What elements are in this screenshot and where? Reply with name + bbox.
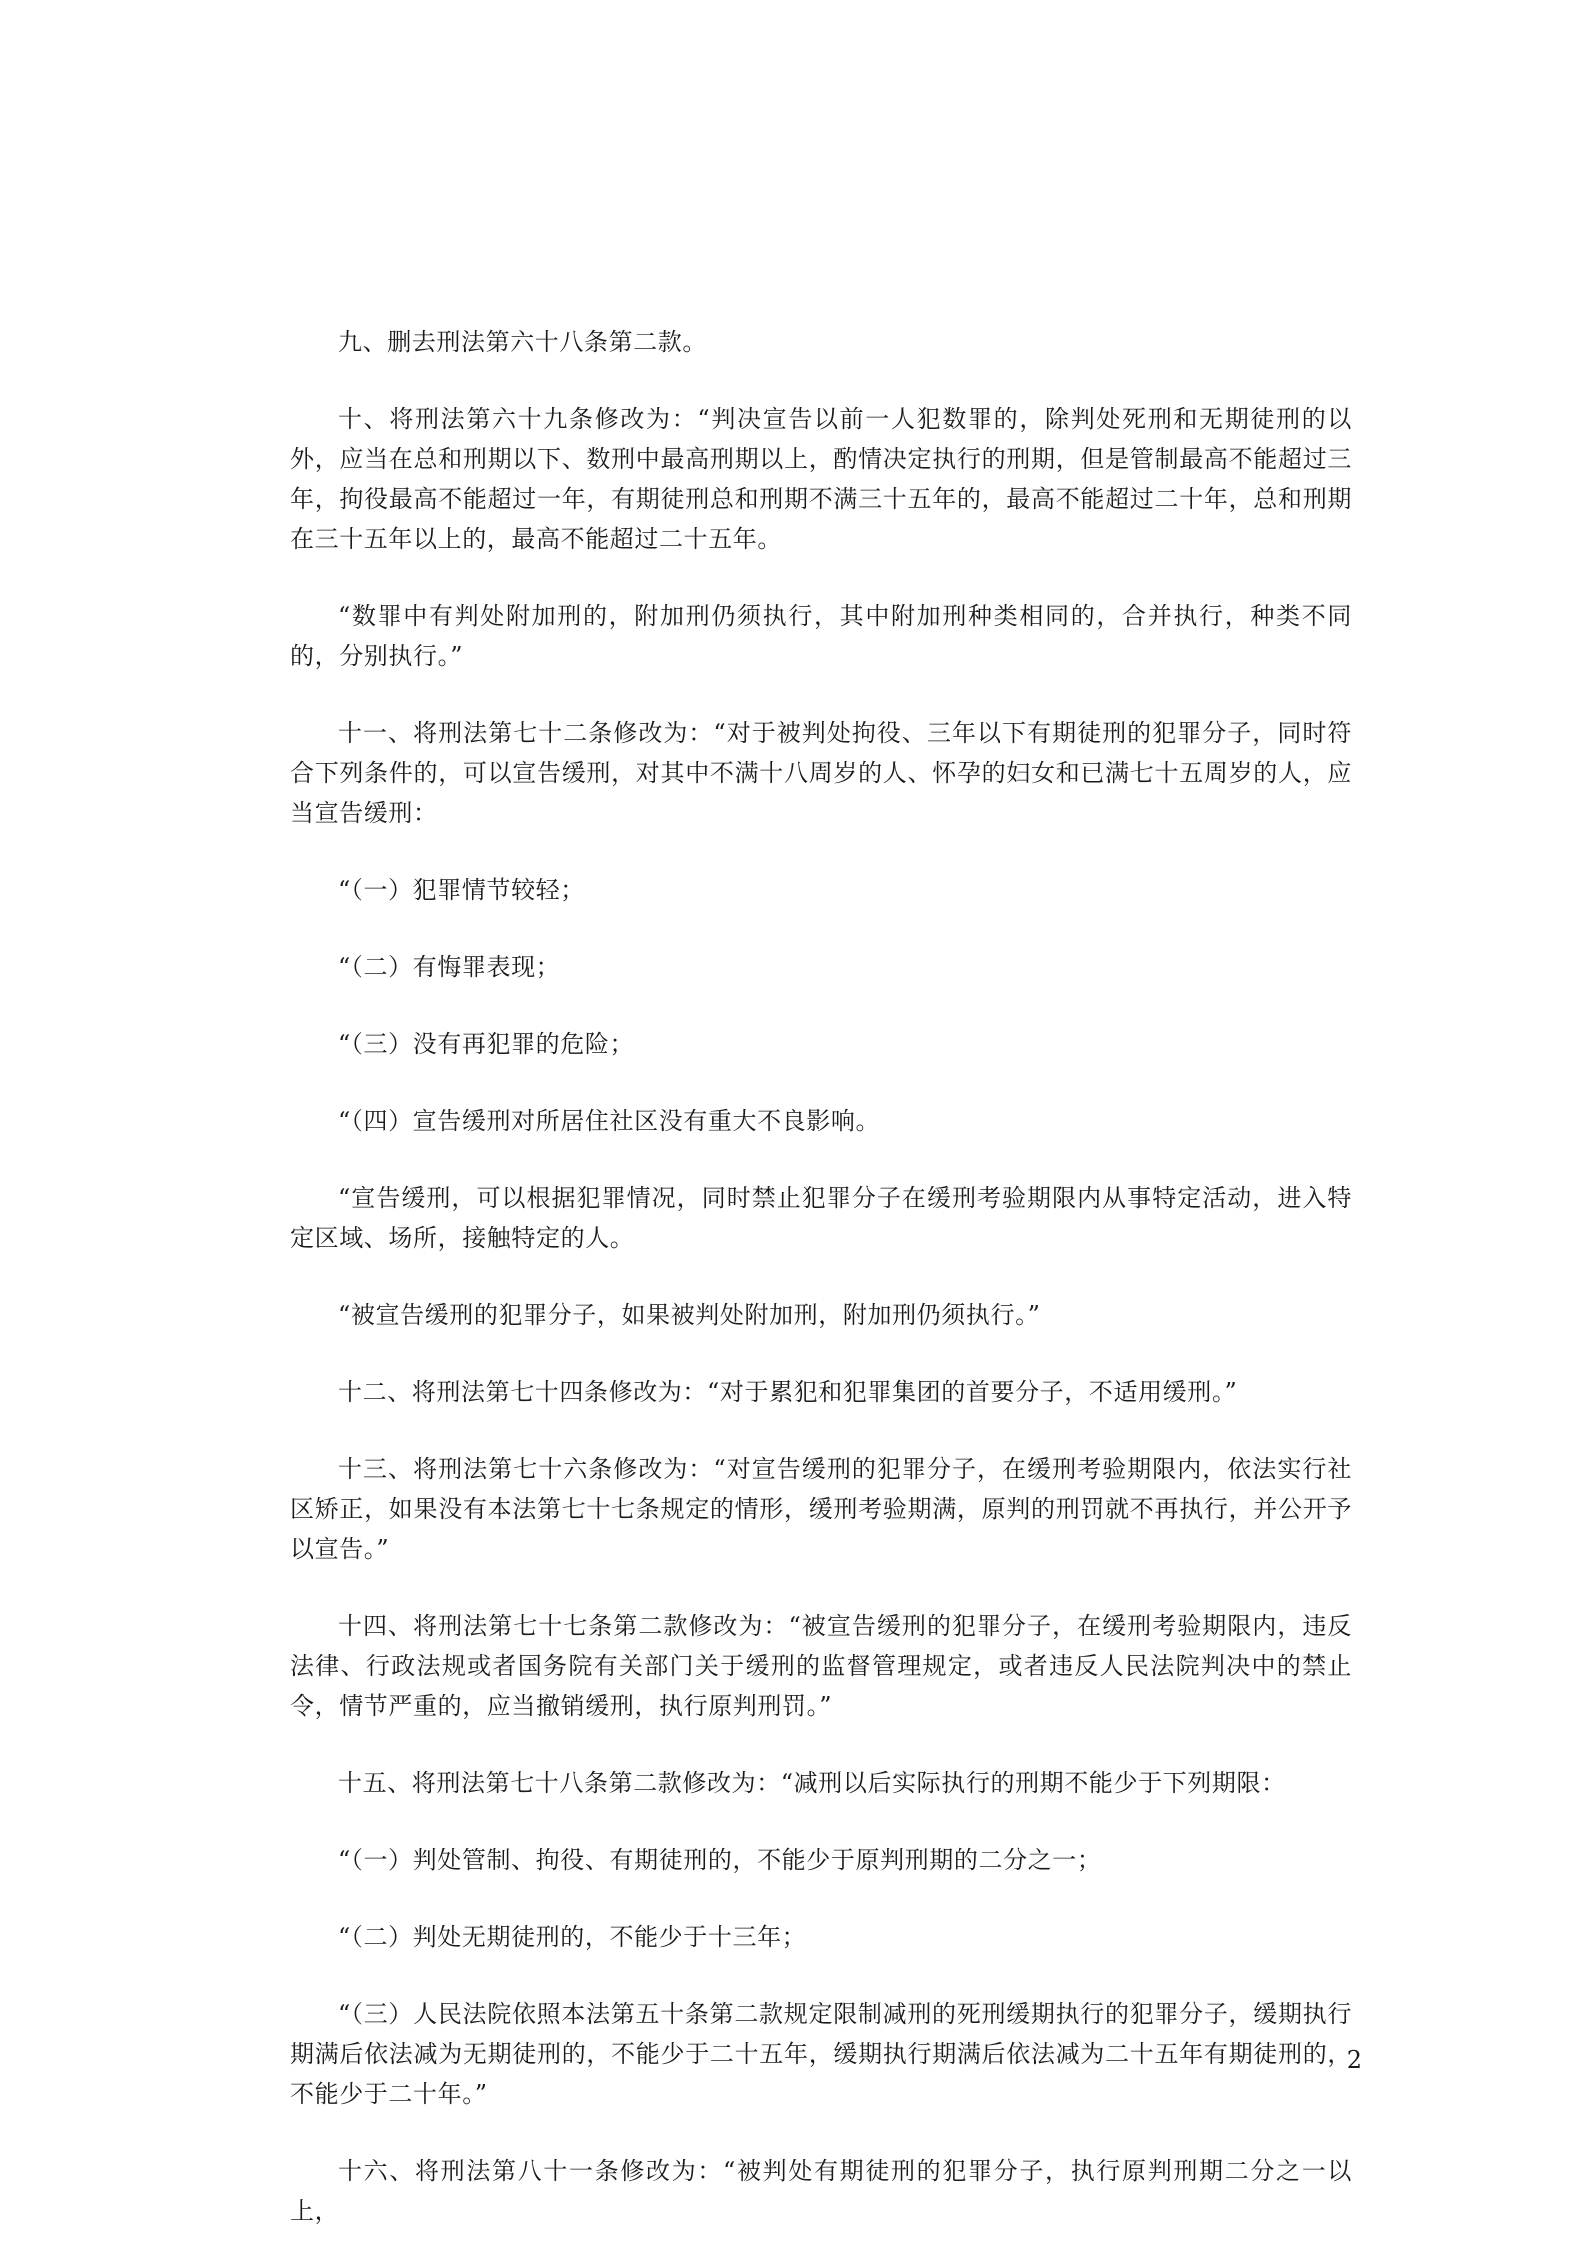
paragraph-item-9: 九、删去刑法第六十八条第二款。 <box>338 328 707 356</box>
paragraph-item-10-cont: “数罪中有判处附加刑的，附加刑仍须执行，其中附加刑种类相同的，合并执行，种类不同的，分别执行。” <box>290 602 1352 670</box>
paragraph-item-15-cond-3: “（三）人民法院依照本法第五十条第二款规定限制减刑的死刑缓期执行的犯罪分子，缓期执行期满后依法减为无期徒刑的，不能少于二十五年，缓期执行期满后依法减为二十五年有期徒刑的，不能少于二十年。” <box>290 2000 1352 2108</box>
paragraph-item-15-cond-1: “（一）判处管制、拘役、有期徒刑的，不能少于原判刑期的二分之一； <box>338 1846 1102 1874</box>
paragraph-item-11-cond-2: “（二）有悔罪表现； <box>338 953 561 981</box>
paragraph-item-15-cond-2: “（二）判处无期徒刑的，不能少于十三年； <box>338 1923 807 1951</box>
paragraph-item-10: 十、将刑法第六十九条修改为：“判决宣告以前一人犯数罪的，除判处死刑和无期徒刑的以外，应当在总和刑期以下、数刑中最高刑期以上，酌情决定执行的刑期，但是管制最高不能超过三年，拘役最高不能超过一年，有期徒刑总和刑期不满三十五年的，最高不能超过二十年，总和刑期在三十五年以上的，最高不能超过二十五年。 <box>290 405 1352 553</box>
paragraph-item-11-cont-1: “宣告缓刑，可以根据犯罪情况，同时禁止犯罪分子在缓刑考验期限内从事特定活动，进入特定区域、场所，接触特定的人。 <box>290 1184 1352 1252</box>
page-number: 2 <box>1346 2046 1362 2074</box>
paragraph-item-11-cond-4: “（四）宣告缓刑对所居住社区没有重大不良影响。 <box>338 1107 881 1135</box>
paragraph-item-11: 十一、将刑法第七十二条修改为：“对于被判处拘役、三年以下有期徒刑的犯罪分子，同时符合下列条件的，可以宣告缓刑，对其中不满十八周岁的人、怀孕的妇女和已满七十五周岁的人，应当宣告缓刑： <box>290 719 1352 827</box>
paragraph-item-11-cont-2: “被宣告缓刑的犯罪分子，如果被判处附加刑，附加刑仍须执行。” <box>338 1301 1041 1329</box>
document-body <box>290 322 1352 2268</box>
paragraph-item-11-cond-3: “（三）没有再犯罪的危险； <box>338 1030 635 1058</box>
paragraph-item-16: 十六、将刑法第八十一条修改为：“被判处有期徒刑的犯罪分子，执行原判刑期二分之一以上， <box>290 2157 1352 2225</box>
paragraph-item-11-cond-1: “（一）犯罪情节较轻； <box>338 876 585 904</box>
paragraph-item-15: 十五、将刑法第七十八条第二款修改为：“减刑以后实际执行的刑期不能少于下列期限： <box>338 1769 1286 1797</box>
paragraph-item-12: 十二、将刑法第七十四条修改为：“对于累犯和犯罪集团的首要分子，不适用缓刑。” <box>338 1378 1238 1406</box>
paragraph-item-13: 十三、将刑法第七十六条修改为：“对宣告缓刑的犯罪分子，在缓刑考验期限内，依法实行社区矫正，如果没有本法第七十七条规定的情形，缓刑考验期满，原判的刑罚就不再执行，并公开予以宣告。” <box>290 1455 1352 1563</box>
paragraph-item-14: 十四、将刑法第七十七条第二款修改为：“被宣告缓刑的犯罪分子，在缓刑考验期限内，违反法律、行政法规或者国务院有关部门关于缓刑的监督管理规定，或者违反人民法院判决中的禁止令，情节严重的，应当撤销缓刑，执行原判刑罚。” <box>290 1612 1352 1720</box>
